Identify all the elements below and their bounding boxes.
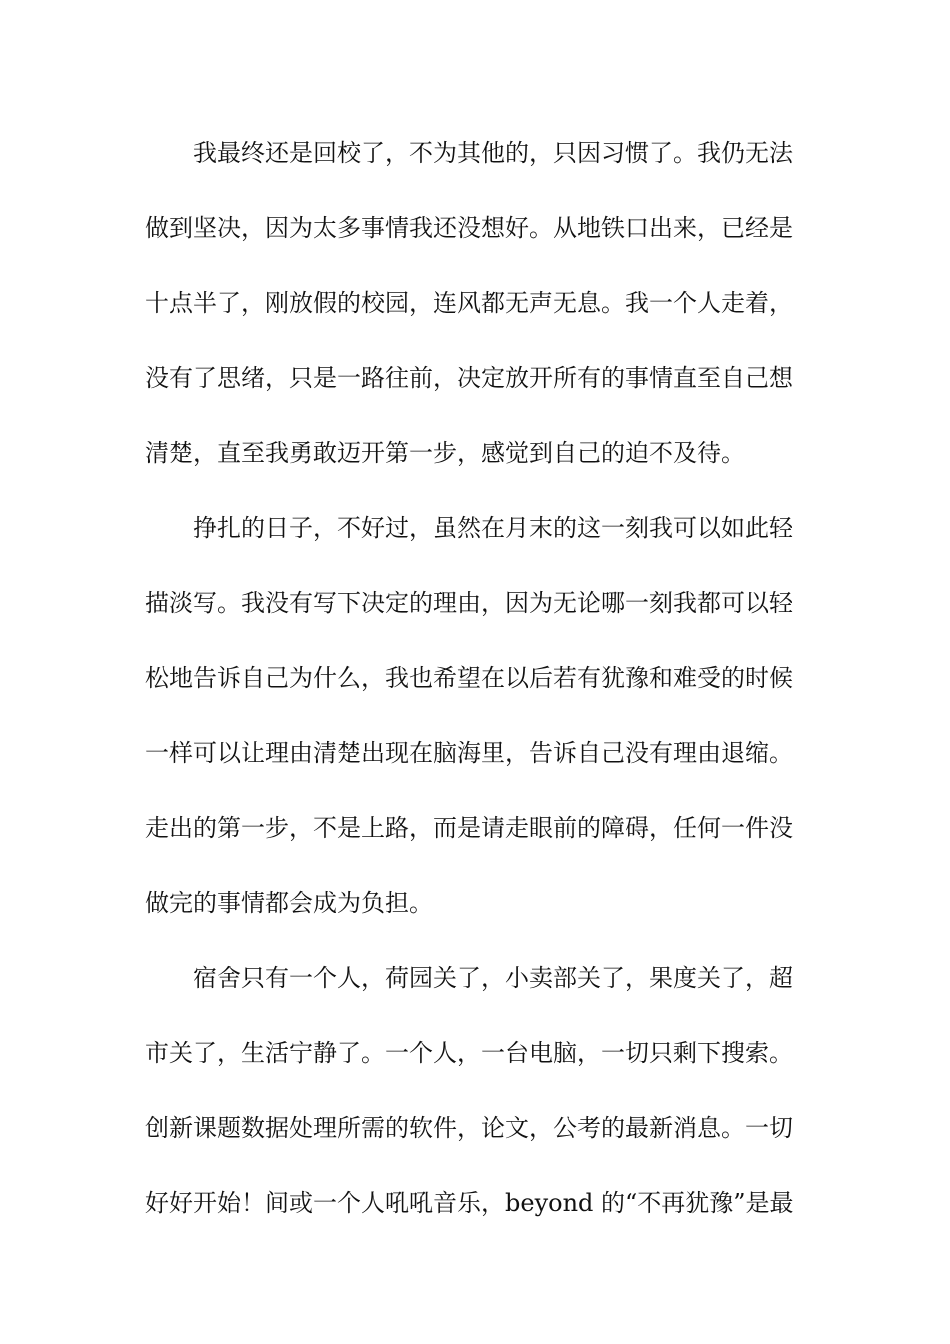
paragraph-1-line-2: 做到坚决，因为太多事情我还没想好。从地铁口出来，已经是 — [145, 214, 793, 242]
paragraph-1-line-4: 没有了思绪，只是一路往前，决定放开所有的事情直至自己想 — [145, 364, 793, 392]
paragraph-2-line-6: 做完的事情都会成为负担。 — [145, 889, 433, 917]
paragraph-1-line-1: 我最终还是回校了，不为其他的，只因习惯了。我仍无法 — [193, 139, 793, 167]
paragraph-3-line-3: 创新课题数据处理所需的软件，论文，公考的最新消息。一切 — [145, 1114, 793, 1142]
paragraph-1-line-3: 十点半了，刚放假的校园，连风都无声无息。我一个人走着， — [145, 289, 793, 317]
document-body — [145, 128, 807, 1253]
paragraph-3-line-1: 宿舍只有一个人，荷园关了，小卖部关了，果度关了，超 — [193, 964, 793, 992]
paragraph-2-line-5: 走出的第一步，不是上路，而是请走眼前的障碍，任何一件没 — [145, 814, 793, 842]
paragraph-2-line-4: 一样可以让理由清楚出现在脑海里，告诉自己没有理由退缩。 — [145, 739, 793, 767]
paragraph-3-line-4: 好好开始！间或一个人吼吼音乐，beyond 的“不再犹豫”是最 — [145, 1189, 794, 1217]
paragraph-2-line-2: 描淡写。我没有写下决定的理由，因为无论哪一刻我都可以轻 — [145, 589, 793, 617]
paragraph-1-line-5: 清楚，直至我勇敢迈开第一步，感觉到自己的迫不及待。 — [145, 439, 745, 467]
paragraph-2-line-1: 挣扎的日子，不好过，虽然在月末的这一刻我可以如此轻 — [193, 514, 793, 542]
paragraph-3-line-2: 市关了，生活宁静了。一个人，一台电脑，一切只剩下搜索。 — [145, 1039, 793, 1067]
paragraph-2-line-3: 松地告诉自己为什么，我也希望在以后若有犹豫和难受的时候 — [145, 664, 793, 692]
